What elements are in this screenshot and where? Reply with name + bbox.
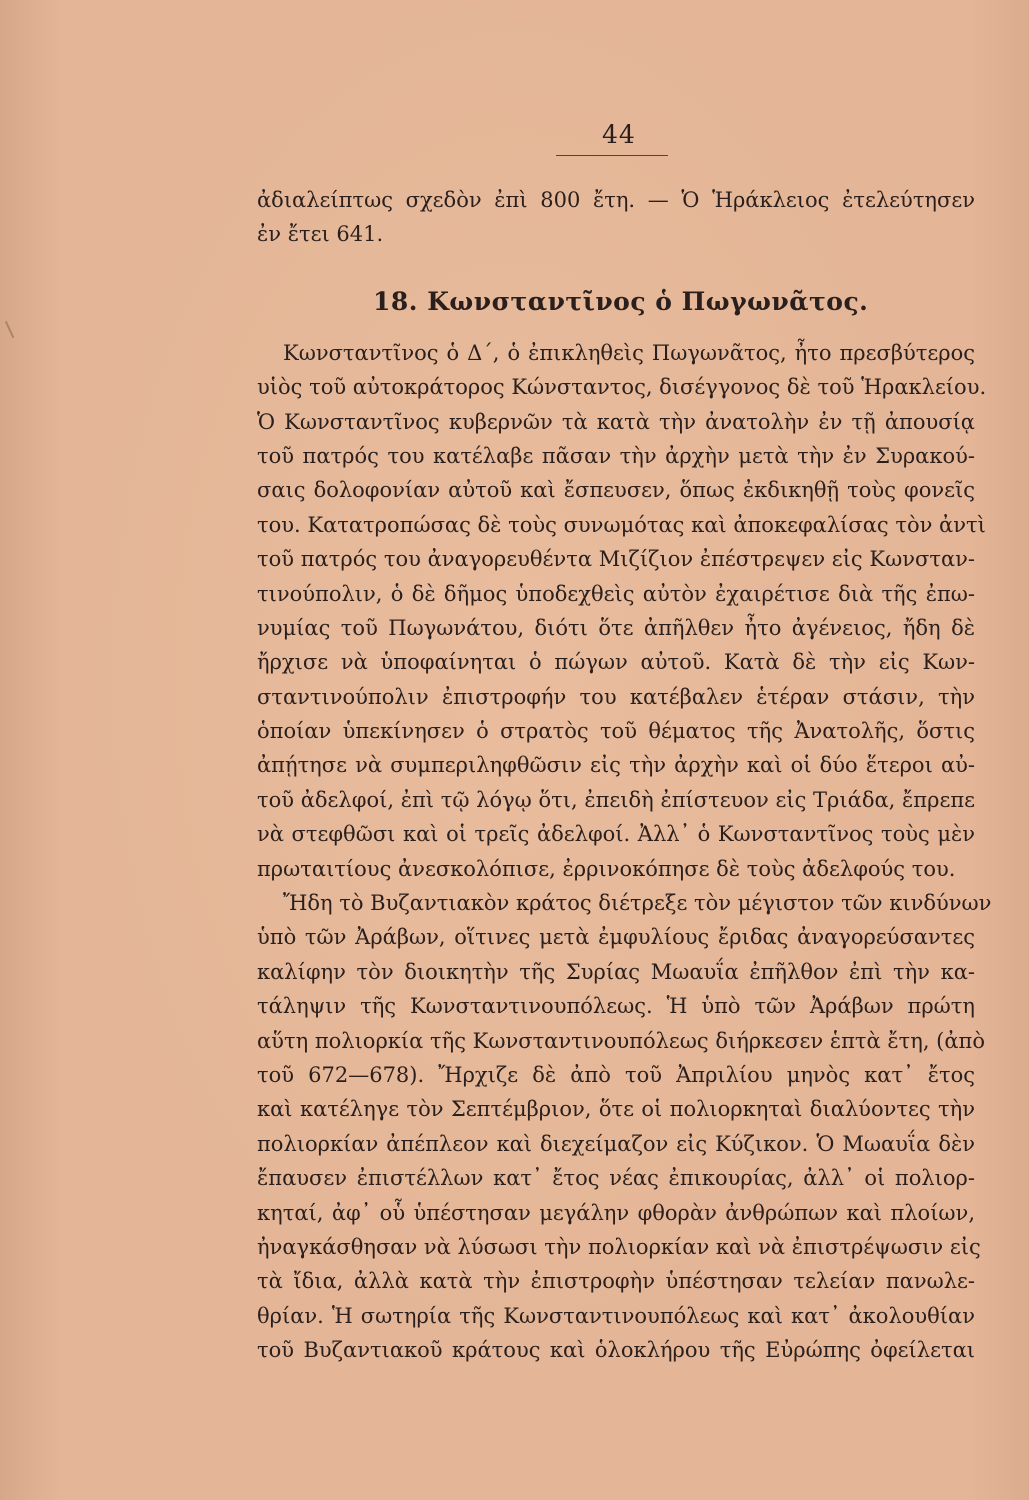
- body-line: του. Κατατροπώσας δὲ τοὺς συνωμότας καὶ ἀποκεφαλίσας τὸν ἀντὶ: [257, 512, 986, 537]
- intro-line: ἐν ἔτει 641.: [257, 222, 384, 247]
- body-line: καὶ κατέληγε τὸν Σεπτέμβριον, ὅτε οἱ πολιορκηταὶ διαλύοντες τὴν: [257, 1097, 975, 1122]
- body-line: τοῦ Βυζαντιακοῦ κράτους καὶ ὁλοκλήρου τῆς Εὐρώπης ὀφείλεται: [257, 1338, 975, 1363]
- body-line: καλίφην τὸν διοικητὴν τῆς Συρίας Μωαυΐα ἐπῆλθον ἐπὶ τὴν κα-: [257, 959, 975, 984]
- main-text: [257, 183, 992, 1368]
- body-line: θρίαν. Ἡ σωτηρία τῆς Κωνσταντινουπόλεως καὶ κατ᾽ ἀκολουθίαν: [257, 1303, 975, 1328]
- body-line: νὰ στεφθῶσι καὶ οἱ τρεῖς ἀδελφοί. Ἀλλ᾽ ὁ Κωνσταντῖνος τοὺς μὲν: [257, 822, 975, 847]
- body-line: ἤρχισε νὰ ὑποφαίνηται ὁ πώγων αὐτοῦ. Κατὰ δὲ τὴν εἰς Κων-: [257, 650, 975, 675]
- body-line: κηταί, ἀφ᾽ οὗ ὑπέστησαν μεγάλην φθορὰν ἀνθρώπων καὶ πλοίων,: [257, 1200, 975, 1225]
- body-line: Ἤδη τὸ Βυζαντιακὸν κράτος διέτρεξε τὸν μέγιστον τῶν κινδύνων: [283, 891, 992, 916]
- body-line: σταντινούπολιν ἐπιστροφήν του κατέβαλεν ἑτέραν στάσιν, τὴν: [257, 684, 975, 709]
- body-line: νυμίας τοῦ Πωγωνάτου, διότι ὅτε ἀπῆλθεν ἦτο ἀγένειος, ἤδη δὲ: [257, 615, 975, 640]
- body-line: αὕτη πολιορκία τῆς Κωνσταντινουπόλεως διήρκεσεν ἑπτὰ ἔτη, (ἀπὸ: [257, 1028, 985, 1053]
- body-line: ἠναγκάσθησαν νὰ λύσωσι τὴν πολιορκίαν καὶ νὰ ἐπιστρέψωσιν εἰς: [257, 1234, 981, 1259]
- body-line: τοῦ ἀδελφοί, ἐπὶ τῷ λόγῳ ὅτι, ἐπειδὴ ἐπίστευον εἰς Τριάδα, ἔπρεπε: [257, 787, 975, 812]
- body-line: τινούπολιν, ὁ δὲ δῆμος ὑποδεχθεὶς αὐτὸν ἐχαιρέτισε διὰ τῆς ἐπω-: [257, 581, 975, 606]
- body-line: σαις δολοφονίαν αὐτοῦ καὶ ἔσπευσεν, ὅπως ἐκδικηθῇ τοὺς φονεῖς: [257, 478, 975, 503]
- body-line: ἔπαυσεν ἐπιστέλλων κατ᾽ ἔτος νέας ἐπικουρίας, ἀλλ᾽ οἱ πολιορ-: [257, 1166, 975, 1191]
- page-number: 44: [602, 120, 636, 149]
- margin-smudge: [5, 316, 25, 338]
- body-line: τοῦ 672—678). Ἤρχιζε δὲ ἀπὸ τοῦ Ἀπριλίου μηνὸς κατ᾽ ἔτος: [257, 1062, 975, 1087]
- section-heading: 18. Κωνσταντῖνος ὁ Πωγωνᾶτος.: [373, 286, 869, 316]
- body-line: υἱὸς τοῦ αὐτοκράτορος Κώνσταντος, δισέγγονος δὲ τοῦ Ἡρακλείου.: [257, 375, 987, 400]
- body-line: ὁποίαν ὑπεκίνησεν ὁ στρατὸς τοῦ θέματος τῆς Ἀνατολῆς, ὅστις: [257, 719, 975, 744]
- body-line: τοῦ πατρός του ἀναγορευθέντα Μιζίζιον ἐπέστρεψεν εἰς Κωνσταν-: [257, 547, 975, 572]
- header-rule: [556, 155, 668, 156]
- body-line: ὑπὸ τῶν Ἀράβων, οἵτινες μετὰ ἐμφυλίους ἔριδας ἀναγορεύσαντες: [257, 925, 975, 950]
- intro-line: ἀδιαλείπτως σχεδὸν ἐπὶ 800 ἔτη. — Ὁ Ἡράκλειος ἐτελεύτησεν: [257, 188, 975, 212]
- body-line: τοῦ πατρός του κατέλαβε πᾶσαν τὴν ἀρχὴν μετὰ τὴν ἐν Συρακού-: [257, 443, 975, 468]
- body-line: Ὁ Κωνσταντῖνος κυβερνῶν τὰ κατὰ τὴν ἀνατολὴν ἐν τῇ ἀπουσίᾳ: [257, 409, 975, 434]
- body-line: τάληψιν τῆς Κωνσταντινουπόλεως. Ἡ ὑπὸ τῶν Ἀράβων πρώτη: [257, 994, 975, 1019]
- body-line: πολιορκίαν ἀπέπλεον καὶ διεχείμαζον εἰς Κύζικον. Ὁ Μωαυΐα δὲν: [257, 1131, 975, 1156]
- body-line: τὰ ἴδια, ἀλλὰ κατὰ τὴν ἐπιστροφὴν ὑπέστησαν τελείαν πανωλε-: [257, 1269, 975, 1294]
- body-line: Κωνσταντῖνος ὁ Δ΄, ὁ ἐπικληθεὶς Πωγωνᾶτος, ἦτο πρεσβύτερος: [283, 340, 975, 365]
- body-line: πρωταιτίους ἀνεσκολόπισε, ἐρρινοκόπησε δὲ τοὺς ἀδελφούς του.: [257, 856, 956, 881]
- body-line: ἀπῄτησε νὰ συμπεριληφθῶσιν εἰς τὴν ἀρχὴν καὶ οἱ δύο ἕτεροι αὐ-: [257, 753, 975, 778]
